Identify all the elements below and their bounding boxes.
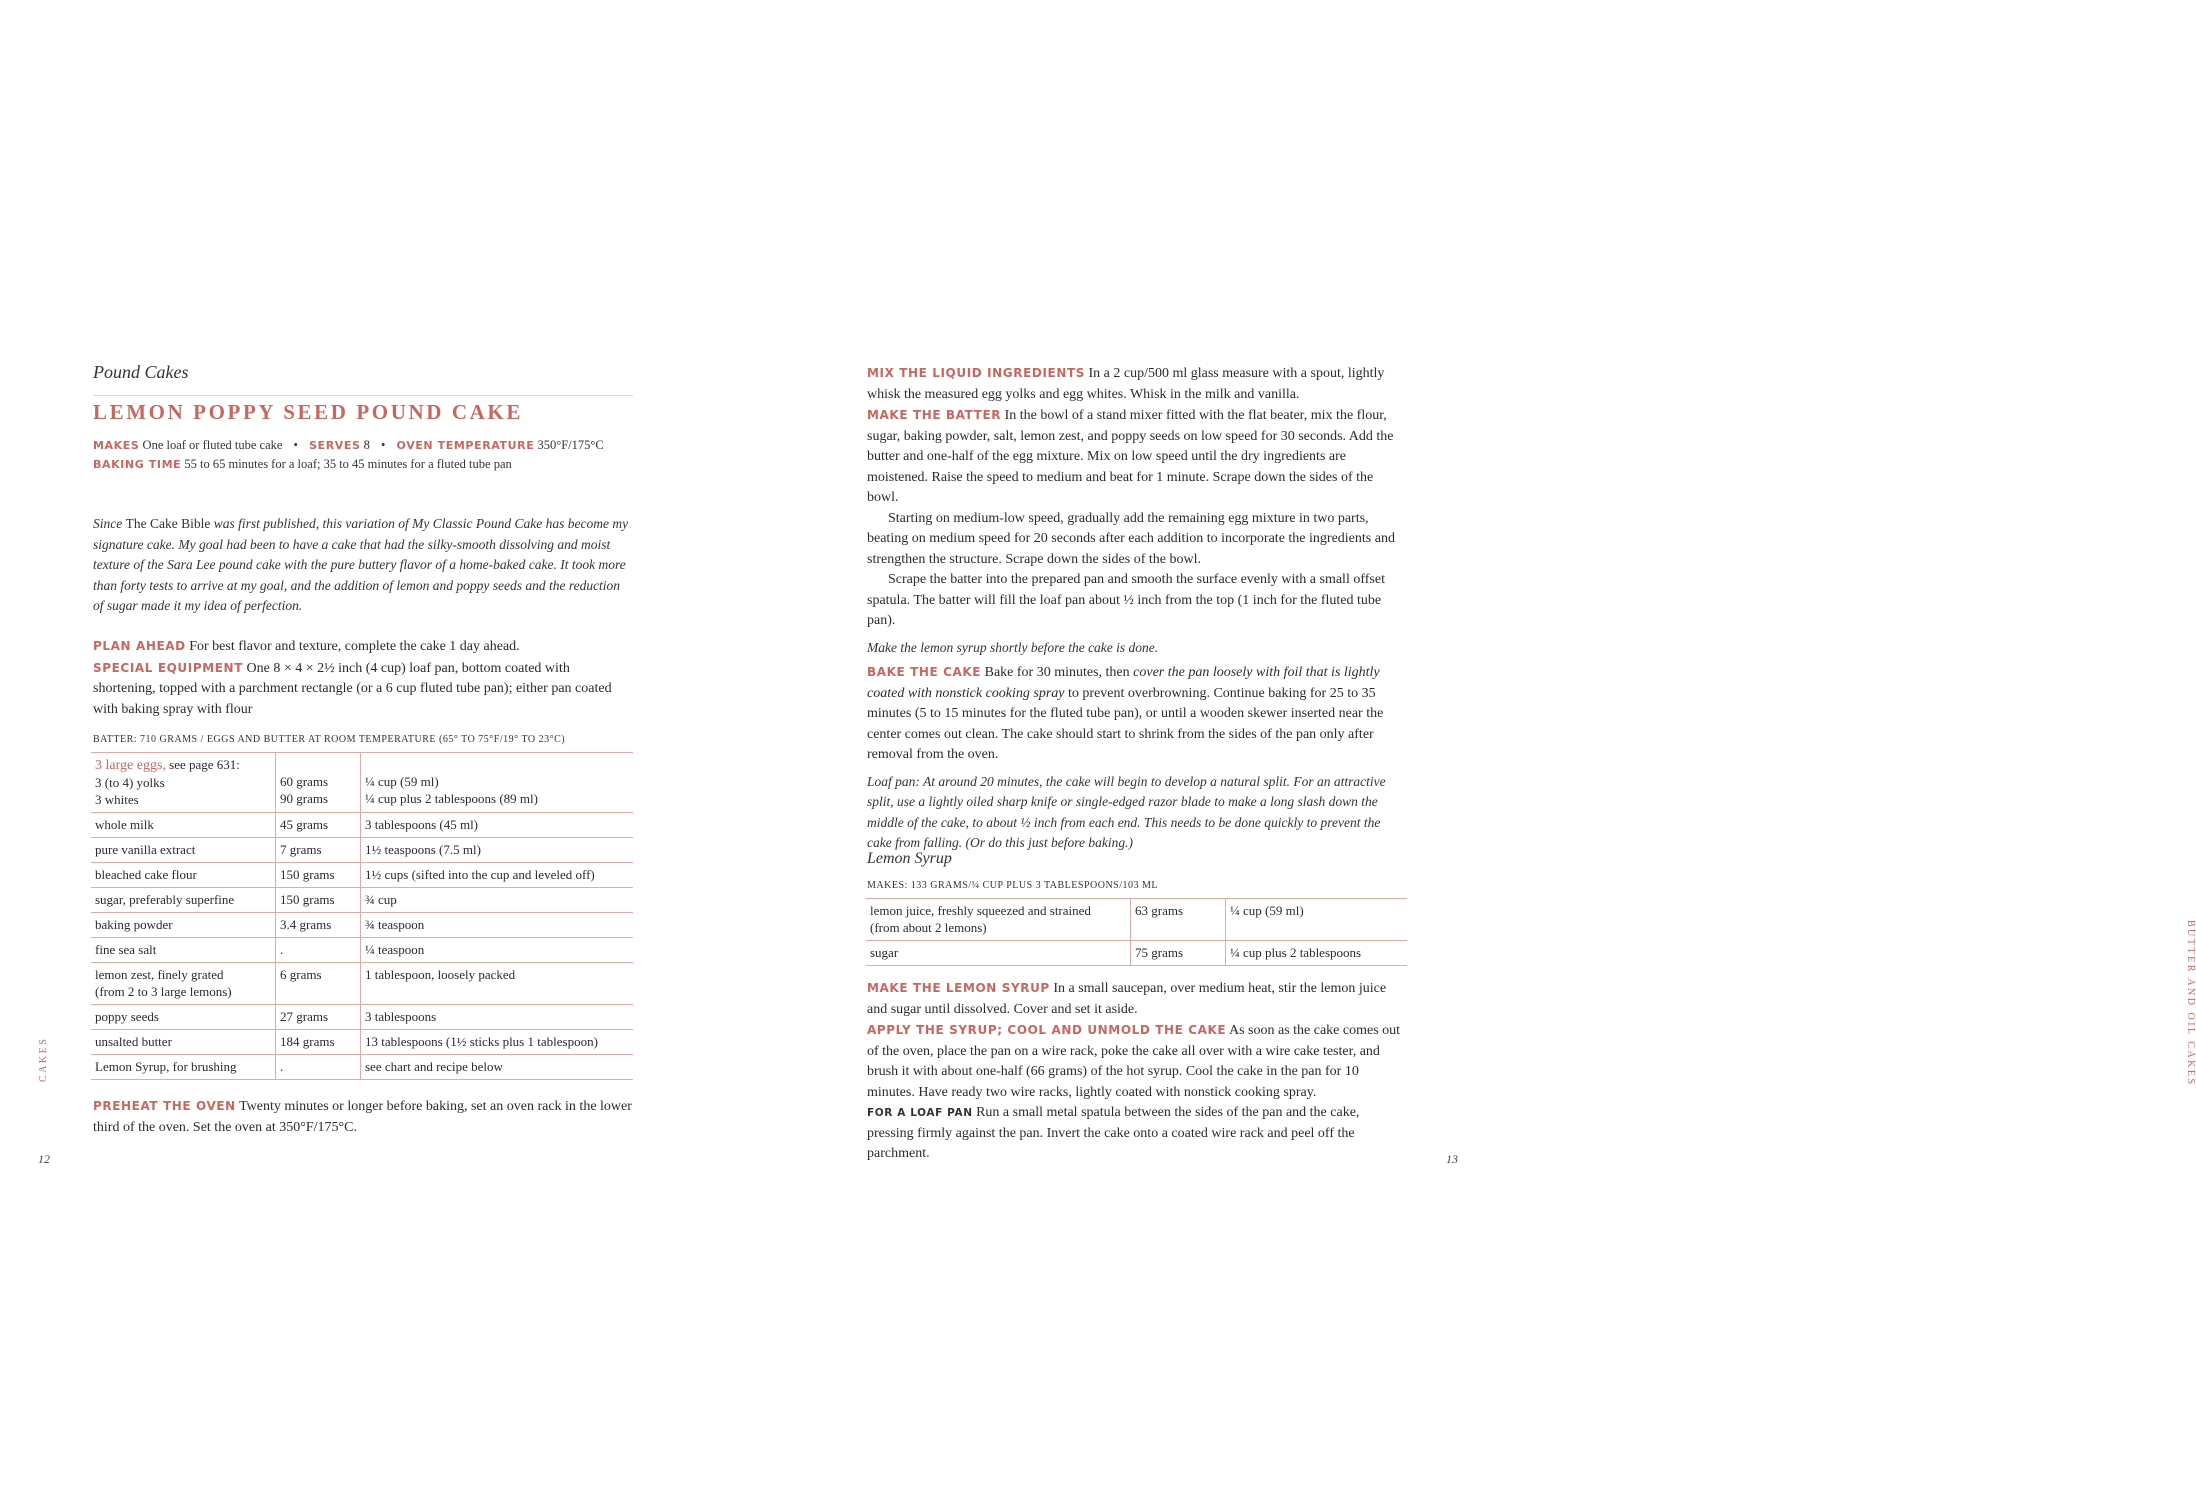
table-row xyxy=(91,963,633,1005)
ingredient-grams: . xyxy=(276,1055,361,1080)
apply-syrup-text: As soon as the cake comes out of the oven, place the pan on a wire rack, poke the cake all over with a wire cake tester, and brush it with about one-half (66 grams) of the hot syrup. Cool the cake in the pan for 10 minutes. Have ready two wire racks, lightly coated with nonstick cooking spray. xyxy=(867,1023,1401,1100)
intro-rest: was first published, this variation of My Classic Pound Cake has become my signature cake. My goal had been to have a cake that had the silky-smooth dissolving and moist texture of the Sara Lee pound cake with the pure buttery flavor of a home-baked cake. It took more than forty tests to arrive at my goal, and the addition of lemon and poppy seeds and the reduction of sugar made it my idea of perfection. xyxy=(93,516,629,613)
running-head-left: CAKES xyxy=(38,1036,49,1082)
right-page xyxy=(750,0,2196,1500)
special-equipment-text: One 8 × 4 × 2½ inch (4 cup) loaf pan, bottom coated with shortening, topped with a parchment rectangle (or a 6 cup fluted tube pan); either pan coated with baking spray with flour xyxy=(93,660,612,717)
table-row xyxy=(91,863,633,888)
ingredient-name: sugar, preferably superfine xyxy=(91,888,276,913)
batter-paragraph-3: Scrape the batter into the prepared pan and smooth the surface evenly with a small offset spatula. The batter will fill the loaf pan about ½ inch from the top (1 inch for the fluted tube pan). xyxy=(867,572,1385,628)
ingredient-volume: ¾ teaspoon xyxy=(361,913,634,938)
ingredient-grams: 7 grams xyxy=(276,838,361,863)
running-head-right: BUTTER AND OIL CAKES xyxy=(2185,920,2196,1087)
ingredient-volume: ¼ cup (59 ml) xyxy=(1226,899,1408,941)
ingredient-grams: 63 grams xyxy=(1131,899,1226,941)
ingredient-grams: 150 grams xyxy=(276,863,361,888)
ingredient-name: lemon zest, finely grated (from 2 to 3 large lemons) xyxy=(91,963,276,1005)
oven-temperature-value: 350°F/175°C xyxy=(537,438,604,452)
eggs-see-page: see page 631: xyxy=(165,757,240,772)
loaf-pan-text: Run a small metal spatula between the sides of the pan and the cake, pressing firmly against the pan. Invert the cake onto a coated wire rack and peel off the parchment. xyxy=(867,1105,1360,1161)
bake-text-italic: cover the pan loosely with foil that is lightly coated with nonstick cooking spray xyxy=(867,665,1380,701)
ingredients-table xyxy=(91,752,633,1080)
plan-ahead-label: PLAN AHEAD xyxy=(93,639,186,653)
intro-start: Since xyxy=(93,516,126,531)
special-equipment-label: SPECIAL EQUIPMENT xyxy=(93,660,243,675)
table-row xyxy=(91,888,633,913)
table-row xyxy=(866,899,1407,941)
apply-syrup-label: APPLY THE SYRUP; COOL AND UNMOLD THE CAKE xyxy=(867,1023,1227,1037)
table-row xyxy=(91,1005,633,1030)
ingredient-grams: . xyxy=(276,938,361,963)
left-page xyxy=(0,0,750,1500)
preheat-section xyxy=(93,1096,633,1138)
loaf-pan-note: Loaf pan: At around 20 minutes, the cake will begin to develop a natural split. For an attractive split, use a lightly oiled sharp knife or single-edged razor blade to make a long slash down the middle of the cake, to about ½ inch from each end. This needs to be done quickly to prevent the cake from falling. (Or do this just before baking.) xyxy=(867,773,1386,850)
ingredient-volume: 1 tablespoon, loosely packed xyxy=(361,963,634,1005)
intro-paragraph xyxy=(93,514,633,617)
eggs-volume: ¼ cup (59 ml) ¼ cup plus 2 tablespoons (89 ml) xyxy=(365,774,538,806)
mix-liquid-label: MIX THE LIQUID INGREDIENTS xyxy=(867,366,1085,380)
ingredient-volume: 13 tablespoons (1½ sticks plus 1 tablespoon) xyxy=(361,1030,634,1055)
ingredient-volume: ¾ cup xyxy=(361,888,634,913)
table-row xyxy=(91,1055,633,1080)
table-row xyxy=(91,938,633,963)
ingredient-volume: ¼ cup plus 2 tablespoons xyxy=(1226,941,1408,966)
table-row xyxy=(866,941,1407,966)
bake-cake-label: BAKE THE CAKE xyxy=(867,665,982,679)
loaf-pan-label: FOR A LOAF PAN xyxy=(867,1107,973,1119)
makes-label: MAKES xyxy=(93,439,140,452)
baking-time-value: 55 to 65 minutes for a loaf; 35 to 45 minutes for a fluted tube pan xyxy=(184,457,512,471)
serves-label: SERVES xyxy=(309,439,361,452)
ingredient-name: pure vanilla extract xyxy=(91,838,276,863)
ingredient-name xyxy=(91,753,276,813)
bake-text-2: to prevent overbrowning. Continue baking for 25 to 35 minutes (5 to 15 minutes for the fluted tube pan), or until a wooden skewer inserted near the center comes out clean. The cake should start to shrink from the sides of the pan only after removal from the oven. xyxy=(867,685,1384,762)
oven-temperature-label: OVEN TEMPERATURE xyxy=(396,439,535,452)
ingredient-volume: 3 tablespoons (45 ml) xyxy=(361,813,634,838)
ingredient-volume: see chart and recipe below xyxy=(361,1055,634,1080)
syrup-timing-note: Make the lemon syrup shortly before the cake is done. xyxy=(867,639,1159,655)
preheat-text: Twenty minutes or longer before baking, set an oven rack in the lower third of the oven. Set the oven at 350°F/175°C. xyxy=(93,1099,632,1135)
bullet-separator: • xyxy=(293,438,298,452)
syrup-title: Lemon Syrup xyxy=(867,850,952,867)
table-row xyxy=(91,753,633,813)
book-title: The Cake Bible xyxy=(125,516,211,531)
page-number-right: 13 xyxy=(1446,1152,1458,1166)
ingredient-grams: 3.4 grams xyxy=(276,913,361,938)
ingredient-grams: 45 grams xyxy=(276,813,361,838)
table-row xyxy=(91,813,633,838)
section-title: Pound Cakes xyxy=(93,362,189,382)
serves-value: 8 xyxy=(363,438,370,452)
makes-value: One loaf or fluted tube cake xyxy=(142,438,283,452)
table-row xyxy=(91,838,633,863)
title-divider xyxy=(93,395,633,396)
ingredient-name: lemon juice, freshly squeezed and strained (from about 2 lemons) xyxy=(866,899,1131,941)
batter-caption: BATTER: 710 GRAMS / EGGS AND BUTTER AT ROOM TEMPERATURE (65° TO 75°F/19° TO 23°C) xyxy=(93,734,566,745)
recipe-title: LEMON POPPY SEED POUND CAKE xyxy=(93,400,523,424)
eggs-sub-items: 3 (to 4) yolks 3 whites xyxy=(95,775,165,807)
ingredient-volume xyxy=(361,753,634,813)
plan-section xyxy=(93,636,633,720)
table-row xyxy=(91,1030,633,1055)
ingredient-name: poppy seeds xyxy=(91,1005,276,1030)
page-number-left: 12 xyxy=(38,1152,50,1166)
ingredient-volume: 1½ cups (sifted into the cup and leveled off) xyxy=(361,863,634,888)
ingredient-volume: 3 tablespoons xyxy=(361,1005,634,1030)
ingredient-name: whole milk xyxy=(91,813,276,838)
ingredient-volume: 1½ teaspoons (7.5 ml) xyxy=(361,838,634,863)
method-section xyxy=(867,363,1407,854)
mix-liquid-text: In a 2 cup/500 ml glass measure with a spout, lightly whisk the measured egg yolks and egg whites. Whisk in the milk and vanilla. xyxy=(867,366,1385,402)
syrup-makes: MAKES: 133 GRAMS/¼ CUP PLUS 3 TABLESPOONS/103 ML xyxy=(867,880,1159,891)
make-batter-text: In the bowl of a stand mixer fitted with the flat beater, mix the flour, sugar, baking powder, salt, lemon zest, and poppy seeds on low speed for 30 seconds. Add the butter and one-half of the egg mixture. Mix on low speed until the dry ingredients are moistened. Raise the speed to medium and beat for 1 minute. Scrape down the sides of the bowl. xyxy=(867,408,1394,505)
recipe-meta xyxy=(93,436,653,474)
ingredient-name: unsalted butter xyxy=(91,1030,276,1055)
bake-text-1: Bake for 30 minutes, then xyxy=(984,665,1134,680)
ingredient-name: sugar xyxy=(866,941,1131,966)
ingredient-grams: 184 grams xyxy=(276,1030,361,1055)
ingredient-name: fine sea salt xyxy=(91,938,276,963)
ingredient-name: bleached cake flour xyxy=(91,863,276,888)
make-syrup-text: In a small saucepan, over medium heat, stir the lemon juice and sugar until dissolved. Cover and set it aside. xyxy=(867,981,1387,1017)
ingredient-grams: 150 grams xyxy=(276,888,361,913)
syrup-table xyxy=(866,898,1407,966)
make-batter-label: MAKE THE BATTER xyxy=(867,408,1002,422)
ingredient-grams xyxy=(276,753,361,813)
table-row xyxy=(91,913,633,938)
ingredient-grams: 6 grams xyxy=(276,963,361,1005)
ingredient-name: Lemon Syrup, for brushing xyxy=(91,1055,276,1080)
ingredient-grams: 75 grams xyxy=(1131,941,1226,966)
bullet-separator: • xyxy=(381,438,386,452)
make-syrup-label: MAKE THE LEMON SYRUP xyxy=(867,981,1050,995)
ingredient-grams: 27 grams xyxy=(276,1005,361,1030)
plan-ahead-text: For best flavor and texture, complete the cake 1 day ahead. xyxy=(189,639,520,654)
ingredient-volume: ¼ teaspoon xyxy=(361,938,634,963)
syrup-method-section xyxy=(867,978,1407,1165)
eggs-link[interactable]: 3 large eggs, xyxy=(95,758,166,773)
batter-paragraph-2: Starting on medium-low speed, gradually add the remaining egg mixture in two parts, beating on medium speed for 20 seconds after each addition to incorporate the ingredients and strengthen the structure. Scrape down the sides of the bowl. xyxy=(867,510,1395,567)
eggs-grams: 60 grams 90 grams xyxy=(280,774,329,806)
ingredient-name: baking powder xyxy=(91,913,276,938)
preheat-label: PREHEAT THE OVEN xyxy=(93,1099,236,1113)
baking-time-label: BAKING TIME xyxy=(93,458,182,471)
